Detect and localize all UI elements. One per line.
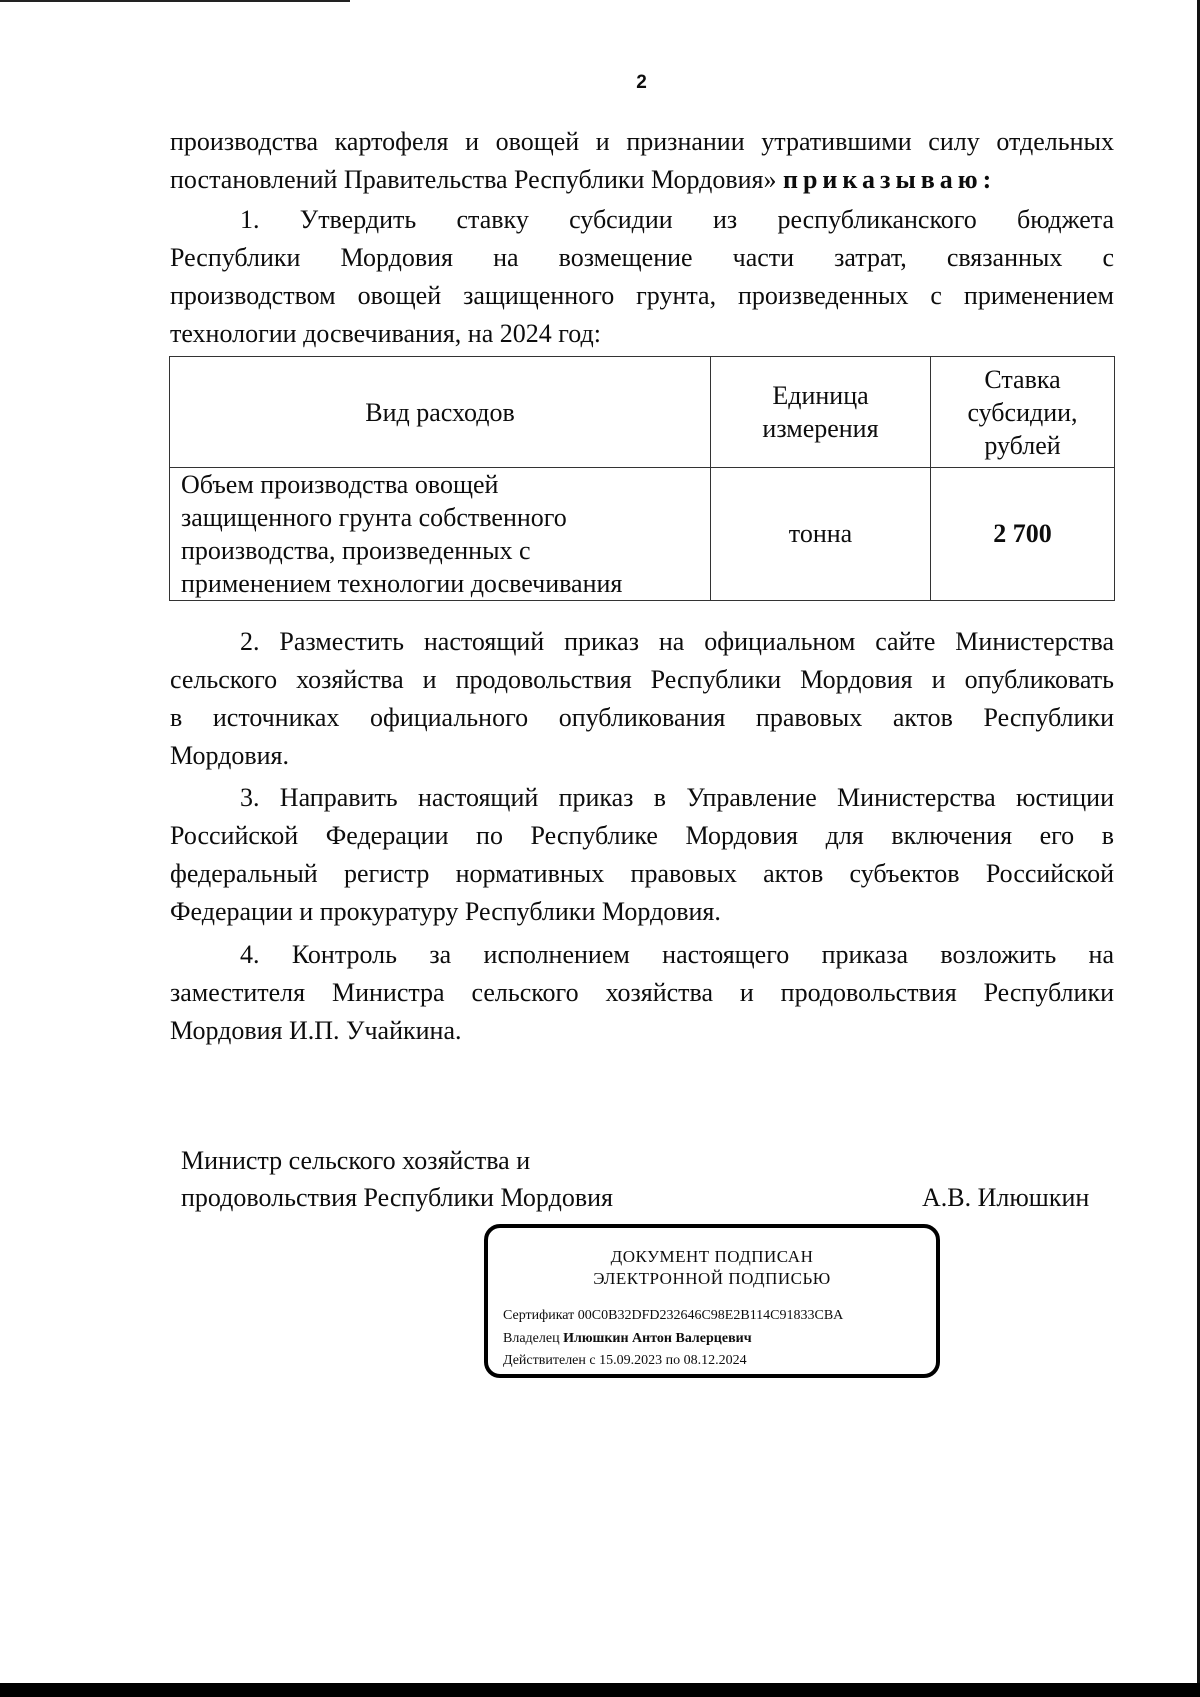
row-unit: тонна — [711, 468, 931, 601]
intro-line-1: производства картофеля и овощей и признании утратившими силу отдельных — [170, 127, 1114, 156]
header-rate-line-2: субсидии, — [967, 397, 1078, 427]
item-2-line-1: 2. Разместить настоящий приказ на официальном сайте Министерства — [240, 627, 1114, 656]
item-2-line-2: сельского хозяйства и продовольствия Республики Мордовия и опубликовать — [170, 665, 1114, 694]
row-desc-line-4: применением технологии досвечивания — [181, 569, 623, 598]
subsidy-rate-table — [169, 356, 1115, 601]
item-3-paragraph — [170, 779, 1114, 931]
stamp-owner-label: Владелец — [503, 1331, 560, 1346]
item-2-paragraph — [170, 623, 1114, 775]
item-1-line-1: 1. Утвердить ставку субсидии из республиканского бюджета — [240, 205, 1114, 234]
page-number: 2 — [636, 72, 647, 93]
stamp-valid-label: Действителен с — [503, 1353, 596, 1368]
item-4-paragraph — [170, 936, 1114, 1050]
item-3-line-1: 3. Направить настоящий приказ в Управление Министерства юстиции — [240, 783, 1114, 812]
stamp-validity — [503, 1352, 747, 1370]
item-3-line-3: федеральный регистр нормативных правовых актов субъектов Российской — [170, 859, 1114, 888]
row-desc-line-2: защищенного грунта собственного — [181, 503, 567, 532]
row-desc-line-3: производства, произведенных с — [181, 536, 531, 565]
scan-artifact-bottom-bar — [0, 1683, 1200, 1697]
stamp-owner — [503, 1330, 752, 1348]
row-expense-description — [170, 468, 711, 601]
item-4-line-3: Мордовия И.П. Учайкина. — [170, 1016, 462, 1045]
row-desc-line-1: Объем производства овощей — [181, 470, 499, 499]
header-unit-line-2: измерения — [762, 414, 879, 443]
stamp-title — [488, 1246, 936, 1290]
signatory-position-line-2: продовольствия Республики Мордовия — [181, 1183, 613, 1212]
scan-artifact-top-line — [0, 0, 350, 2]
stamp-owner-value: Илюшкин Антон Валерцевич — [563, 1331, 752, 1346]
header-rate — [931, 357, 1115, 468]
stamp-cert-label: Сертификат — [503, 1308, 575, 1323]
header-rate-line-1: Ставка — [984, 364, 1061, 394]
stamp-valid-from: 15.09.2023 — [599, 1353, 663, 1368]
stamp-valid-to-label: по — [665, 1353, 681, 1368]
intro-line-2-text: постановлений Правительства Республики Мордовия» — [170, 165, 777, 194]
electronic-signature-stamp — [484, 1224, 940, 1378]
header-unit — [711, 357, 931, 468]
table-header-row — [170, 357, 1115, 468]
item-3-line-4: Федерации и прокуратуру Республики Мордовия. — [170, 897, 721, 926]
intro-line-2 — [170, 161, 1114, 199]
table-row — [170, 468, 1115, 601]
item-1-paragraph — [170, 201, 1114, 353]
order-word: приказываю: — [782, 165, 997, 194]
item-1-line-4: технологии досвечивания, на 2024 год: — [170, 319, 601, 348]
signatory-position — [181, 1142, 613, 1216]
header-expense-type: Вид расходов — [170, 357, 711, 468]
item-4-line-2: заместителя Министра сельского хозяйства и продовольствия Республики — [170, 978, 1114, 1007]
item-2-line-4: Мордовия. — [170, 741, 290, 770]
row-rate-value: 2 700 — [931, 468, 1115, 601]
intro-paragraph — [170, 123, 1114, 199]
item-1-line-2: Республики Мордовия на возмещение части затрат, связанных с — [170, 243, 1114, 272]
stamp-title-line-1: ДОКУМЕНТ ПОДПИСАН — [610, 1247, 814, 1266]
item-3-line-2: Российской Федерации по Республике Мордовия для включения его в — [170, 821, 1114, 850]
stamp-title-line-2: ЭЛЕКТРОННОЙ ПОДПИСЬЮ — [593, 1269, 831, 1288]
item-2-line-3: в источниках официального опубликования правовых актов Республики — [170, 703, 1114, 732]
stamp-valid-to: 08.12.2024 — [683, 1353, 747, 1368]
header-rate-line-3: рублей — [984, 430, 1061, 460]
signatory-name: А.В. Илюшкин — [922, 1183, 1090, 1212]
header-unit-line-1: Единица — [772, 381, 869, 410]
stamp-cert-value: 00C0B32DFD232646C98E2B114C91833CBA — [577, 1308, 844, 1323]
signatory-position-line-1: Министр сельского хозяйства и — [181, 1146, 531, 1175]
stamp-certificate — [503, 1307, 843, 1325]
item-4-line-1: 4. Контроль за исполнением настоящего приказа возложить на — [240, 940, 1114, 969]
item-1-line-3: производством овощей защищенного грунта, произведенных с применением — [170, 281, 1114, 310]
